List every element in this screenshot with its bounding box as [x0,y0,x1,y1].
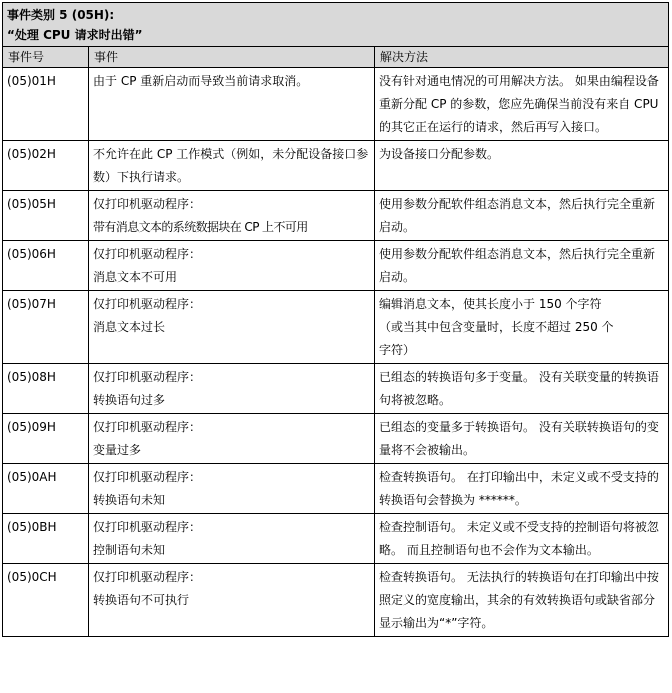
event-description [89,364,375,414]
table-row [3,191,669,241]
table-row [3,291,669,364]
event-detail: 消息文本不可用 [93,270,178,284]
event-number: (05)02H [3,141,89,191]
event-title: 仅打印机驱动程序： [93,520,202,534]
event-number: (05)0AH [3,464,89,514]
column-header-event: 事件 [89,47,375,68]
event-number: (05)08H [3,364,89,414]
event-description [89,291,375,364]
solution-text: 检查转换语句。 无法执行的转换语句在打印输出中按照定义的宽度输出，其余的有效转换语句或缺省部分显示输出为“*”字符。 [375,564,669,637]
event-category-title: 事件类别 5 (05H): [7,8,115,22]
solution-text: 检查转换语句。 在打印输出中，未定义或不受支持的转换语句会替换为 ******。 [375,464,669,514]
event-description [89,414,375,464]
event-number: (05)07H [3,291,89,364]
event-description [89,564,375,637]
table-row [3,141,669,191]
event-detail: 控制语句未知 [93,543,166,557]
event-detail: 消息文本过长 [93,320,166,334]
table-row [3,241,669,291]
event-title: 仅打印机驱动程序： [93,297,202,311]
solution-line: 编辑消息文本，使其长度小于 150 个字符 [379,297,602,311]
event-description: 由于 CP 重新启动而导致当前请求取消。 [89,68,375,141]
event-title: 仅打印机驱动程序： [93,370,202,384]
event-title: 仅打印机驱动程序： [93,247,202,261]
solution-line: 字符） [379,343,416,357]
table-row [3,564,669,637]
solution-text: 使用参数分配软件组态消息文本，然后执行完全重新启动。 [375,241,669,291]
solution-text: 没有针对通电情况的可用解决方法。 如果由编程设备重新分配 CP 的参数，您应先确保当前没有来自 CPU 的其它正在运行的请求，然后再写入接口。 [375,68,669,141]
event-title: 仅打印机驱动程序： [93,420,202,434]
table-row [3,364,669,414]
solution-text [375,291,669,364]
event-detail: 转换语句过多 [93,393,166,407]
event-number: (05)05H [3,191,89,241]
solution-text: 检查控制语句。 未定义或不受支持的控制语句将被忽略。 而且控制语句也不会作为文本输出。 [375,514,669,564]
table-row [3,68,669,141]
event-detail: 转换语句不可执行 [93,593,190,607]
table-caption [3,3,669,47]
solution-line: （或当其中包含变量时，长度不超过 250 个 [379,320,614,334]
event-title: 仅打印机驱动程序： [93,197,202,211]
event-description [89,464,375,514]
event-detail: 带有消息文本的系统数据块在 CP 上不可用 [93,220,308,234]
event-number: (05)0CH [3,564,89,637]
table-caption-row [3,3,669,47]
event-detail: 变量过多 [93,443,142,457]
event-description: 不允许在此 CP 工作模式（例如，未分配设备接口参数）下执行请求。 [89,141,375,191]
event-category-subtitle: “处理 CPU 请求时出错” [7,28,143,42]
column-header-event-number: 事件号 [3,47,89,68]
solution-text: 为设备接口分配参数。 [375,141,669,191]
event-title: 仅打印机驱动程序： [93,570,202,584]
solution-text: 已组态的转换语句多于变量。 没有关联变量的转换语句将被忽略。 [375,364,669,414]
event-number: (05)0BH [3,514,89,564]
event-title: 仅打印机驱动程序： [93,470,202,484]
solution-text: 已组态的变量多于转换语句。 没有关联转换语句的变量将不会被输出。 [375,414,669,464]
column-header-solution: 解决方法 [375,47,669,68]
table-row [3,514,669,564]
event-description [89,191,375,241]
event-number: (05)06H [3,241,89,291]
event-description [89,514,375,564]
event-description [89,241,375,291]
event-detail: 转换语句未知 [93,493,166,507]
event-table [2,2,669,637]
event-number: (05)09H [3,414,89,464]
column-header-row [3,47,669,68]
solution-text: 使用参数分配软件组态消息文本，然后执行完全重新启动。 [375,191,669,241]
event-number: (05)01H [3,68,89,141]
table-row [3,464,669,514]
table-row [3,414,669,464]
